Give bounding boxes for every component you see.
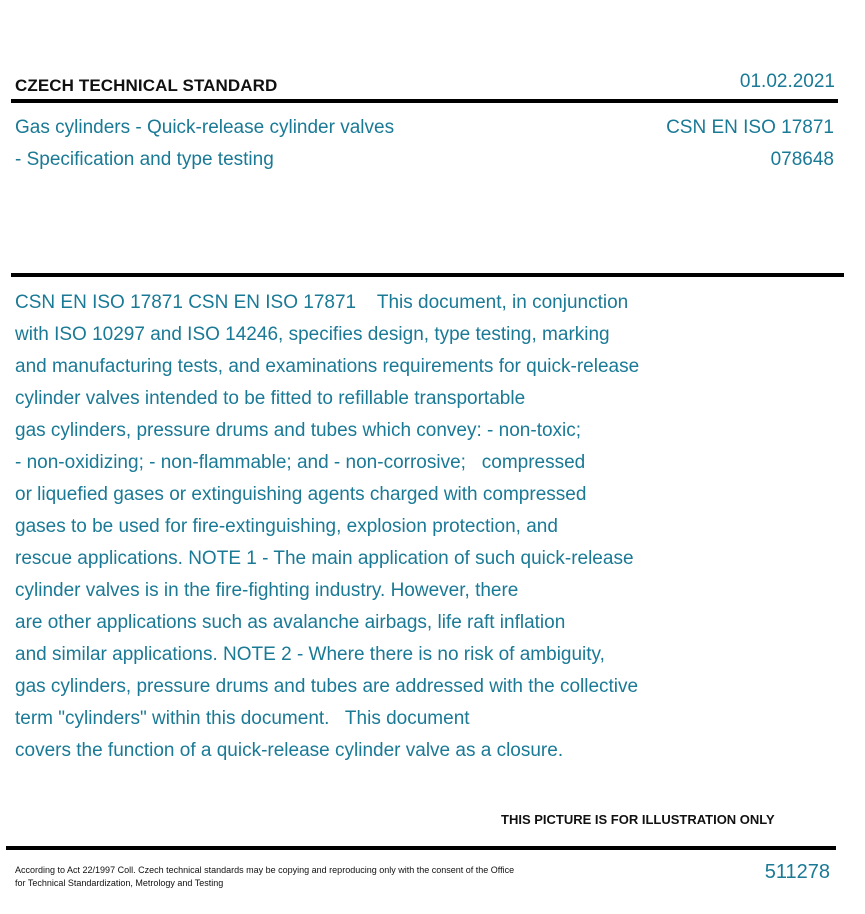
abstract-line: CSN EN ISO 17871 CSN EN ISO 17871 This document, in conjunction: [15, 292, 629, 313]
document-title-line: - Specification and type testing: [15, 149, 274, 170]
abstract-line: covers the function of a quick-release cylinder valve as a closure.: [15, 740, 564, 761]
footer-document-number: 511278: [764, 861, 830, 883]
abstract-line: cylinder valves is in the fire-fighting industry. However, there: [15, 580, 519, 601]
document-identifiers: [666, 112, 834, 176]
abstract-line: or liquefied gases or extinguishing agents charged with compressed: [15, 484, 587, 505]
publication-date: 01.02.2021: [739, 71, 835, 92]
standard-type-heading: CZECH TECHNICAL STANDARD: [15, 76, 278, 95]
abstract-line: and similar applications. NOTE 2 - Where there is no risk of ambiguity,: [15, 644, 605, 665]
legal-notice: [15, 864, 514, 890]
legal-notice-line: According to Act 22/1997 Coll. Czech technical standards may be copying and reproducing only with the consent of the Office: [15, 865, 515, 875]
abstract-line: gas cylinders, pressure drums and tubes are addressed with the collective: [15, 676, 639, 697]
standard-code: CSN EN ISO 17871: [666, 117, 834, 138]
header-divider: [11, 99, 838, 103]
illustration-disclaimer: THIS PICTURE IS FOR ILLUSTRATION ONLY: [501, 812, 775, 827]
document-title: [15, 112, 394, 176]
legal-notice-line: for Technical Standardization, Metrology and Testing: [15, 878, 224, 888]
document-title-line: Gas cylinders - Quick-release cylinder valves: [15, 117, 395, 138]
abstract-line: cylinder valves intended to be fitted to refillable transportable: [15, 388, 526, 409]
abstract-line: gases to be used for fire-extinguishing, explosion protection, and: [15, 516, 558, 537]
abstract-text: [15, 287, 735, 767]
abstract-line: and manufacturing tests, and examinations requirements for quick-release: [15, 356, 640, 377]
abstract-line: are other applications such as avalanche airbags, life raft inflation: [15, 612, 566, 633]
title-divider: [11, 273, 844, 277]
abstract-line: gas cylinders, pressure drums and tubes which convey: - non-toxic;: [15, 420, 582, 441]
abstract-line: rescue applications. NOTE 1 - The main application of such quick-release: [15, 548, 634, 569]
abstract-line: - non-oxidizing; - non-flammable; and - non-corrosive; compressed: [15, 452, 586, 473]
catalog-number: 078648: [770, 149, 834, 170]
abstract-line: with ISO 10297 and ISO 14246, specifies design, type testing, marking: [15, 324, 610, 345]
footer-divider: [6, 846, 836, 850]
abstract-line: term "cylinders" within this document. This document: [15, 708, 470, 729]
